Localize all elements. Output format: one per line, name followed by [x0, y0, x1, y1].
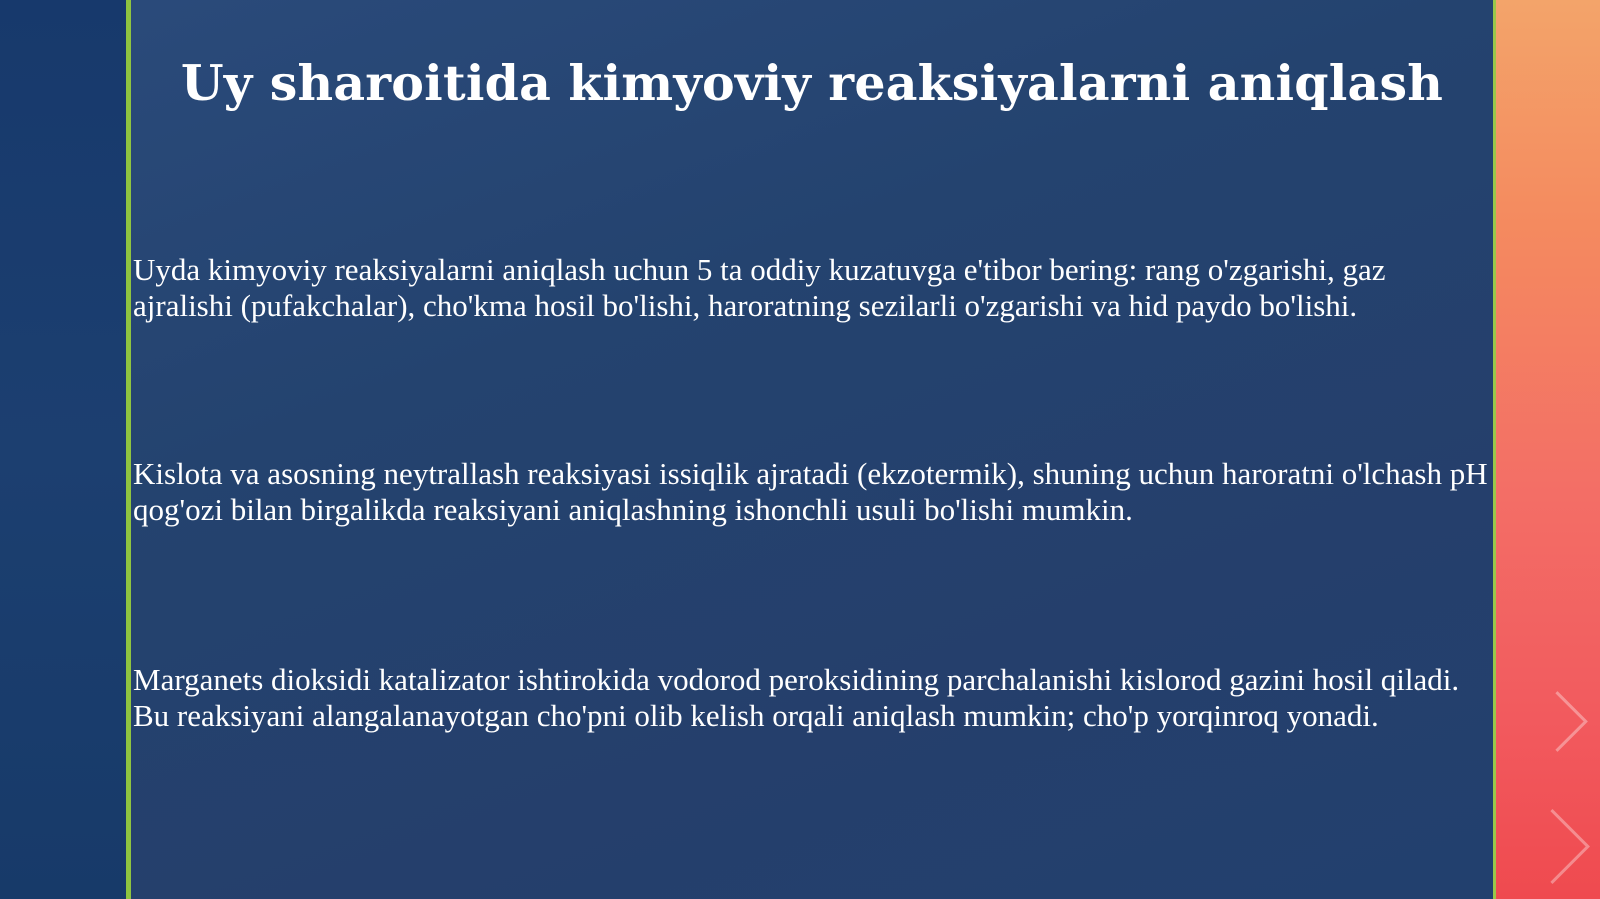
body-paragraph-1: Uyda kimyoviy reaksiyalarni aniqlash uchun 5 ta oddiy kuzatuvga e'tibor bering: rang o'zgarishi, gaz ajralishi (pufakchalar), cho'kma hosil bo'lishi, haroratning sezilarli o'zgarishi va hid paydo bo'lishi. [133, 252, 1386, 323]
right-decorative-band [1496, 0, 1600, 899]
body-paragraph-2: Kislota va asosning neytrallash reaksiyasi issiqlik ajratadi (ekzotermik), shuning uchun haroratni o'lchash pH qog'ozi bilan birgalikda reaksiyani aniqlashning ishonchli usuli bo'lishi mumkin. [133, 456, 1488, 527]
chevron-decoration-icon [1515, 809, 1590, 884]
left-decorative-band [0, 0, 128, 899]
content-panel [131, 0, 1493, 899]
body-paragraph-3: Marganets dioksidi katalizator ishtirokida vodorod peroksidining parchalanishi kislorod gazini hosil qiladi. Bu reaksiyani alangalanayotgan cho'pni olib kelish orqali aniqlash mumkin; cho'p yorqinroq yonadi. [133, 662, 1460, 733]
slide-title: Uy sharoitida kimyoviy reaksiyalarni aniqlash [180, 54, 1444, 112]
chevron-decoration-icon [1527, 691, 1588, 752]
